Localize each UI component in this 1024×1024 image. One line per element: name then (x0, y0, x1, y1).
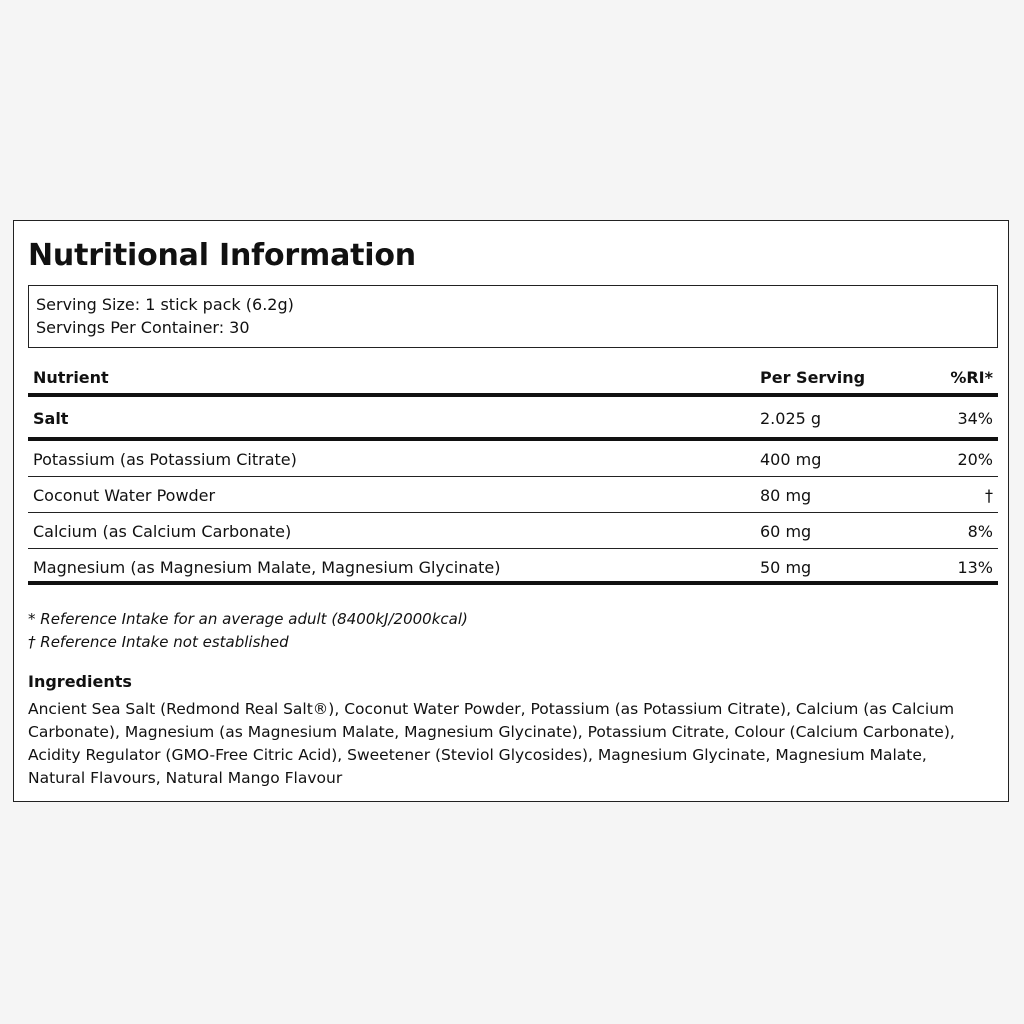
nutrient-name: Coconut Water Powder (33, 486, 216, 505)
footnote-reference-intake: * Reference Intake for an average adult (8400kJ/2000kcal) (28, 610, 468, 628)
table-row (28, 477, 998, 513)
serving-size: Serving Size: 1 stick pack (6.2g) (36, 295, 294, 314)
nutrient-name: Calcium (as Calcium Carbonate) (33, 522, 292, 541)
nutrient-ri: 20% (957, 450, 993, 469)
nutrient-value: 80 mg (760, 486, 812, 505)
footnote-not-established: † Reference Intake not established (28, 633, 289, 651)
ingredients-title: Ingredients (28, 672, 132, 691)
nutrient-name: Magnesium (as Magnesium Malate, Magnesium Glycinate) (33, 558, 501, 577)
nutrient-value: 50 mg (760, 558, 812, 577)
header-ri: %RI* (950, 368, 993, 387)
nutrient-value: 2.025 g (760, 409, 822, 428)
nutrient-value: 60 mg (760, 522, 812, 541)
header-per-serving: Per Serving (760, 368, 866, 387)
nutrient-name: Potassium (as Potassium Citrate) (33, 450, 297, 469)
nutrition-panel (13, 220, 1009, 802)
table-row (28, 513, 998, 549)
header-nutrient: Nutrient (33, 368, 109, 387)
table-row (28, 441, 998, 477)
servings-per-container: Servings Per Container: 30 (36, 318, 250, 337)
table-row-salt (28, 397, 998, 441)
table-row (28, 549, 998, 585)
nutrient-ri: 34% (957, 409, 993, 428)
footnotes (28, 608, 468, 654)
nutrient-ri: 8% (967, 522, 993, 541)
nutrient-ri: † (985, 486, 993, 505)
nutrition-table (28, 361, 998, 585)
table-header-row (28, 361, 998, 397)
nutrient-ri: 13% (957, 558, 993, 577)
panel-title: Nutritional Information (28, 238, 416, 273)
nutrient-name: Salt (33, 409, 69, 428)
nutrient-value: 400 mg (760, 450, 822, 469)
serving-info-box (28, 285, 998, 348)
ingredients-text: Ancient Sea Salt (Redmond Real Salt®), Coconut Water Powder, Potassium (as Potassium Citrate), Calcium (as Calcium Carbonate), Magnesium (as Magnesium Malate, Magnesium Glycinate), Potassium Citrate, Colour (Calcium Carbonate), Acidity Regulator (GMO-Free Citric Acid), Sweetener (Steviol Glycosides), Magnesium Glycinate, Magnesium Malate, Natural Flavours, Natural Mango Flavour (28, 700, 955, 787)
